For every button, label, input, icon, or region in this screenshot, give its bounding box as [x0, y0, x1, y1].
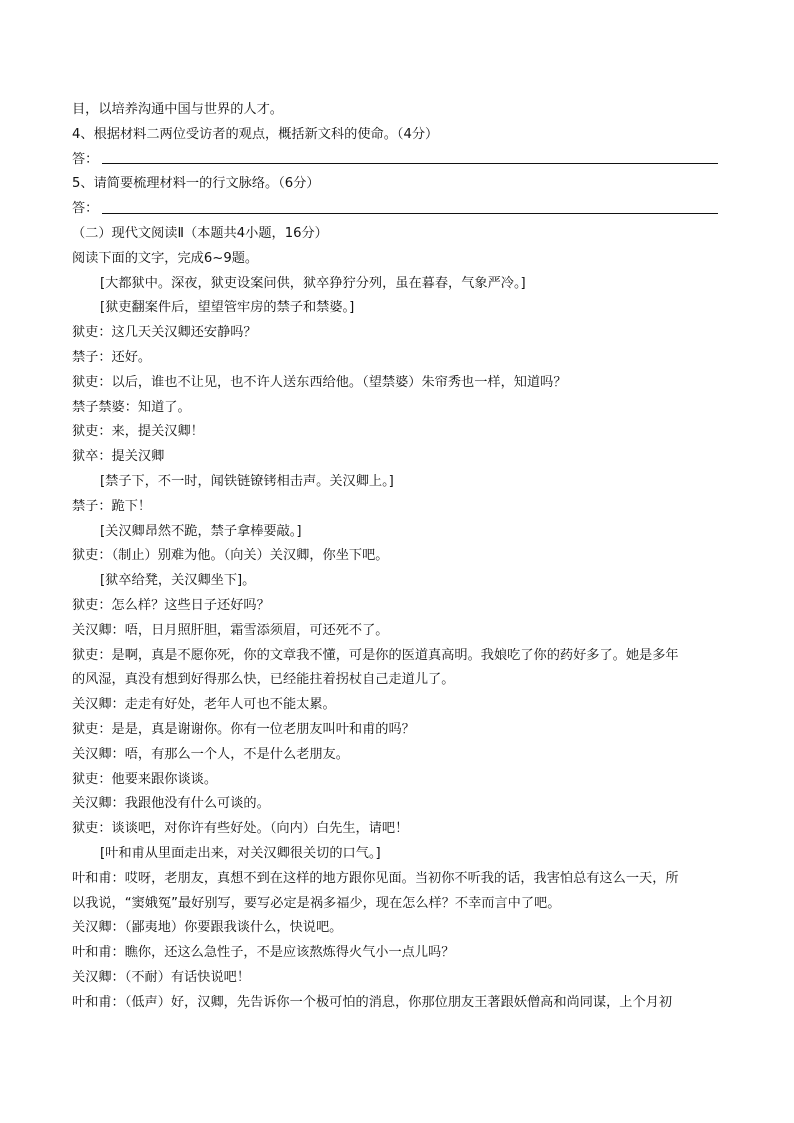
dialogue-line: 的风湿，真没有想到好得那么快，已经能拄着拐杖自己走道儿了。 — [72, 672, 455, 688]
answer-rule — [102, 162, 718, 164]
dialogue-line: 狱吏：来，提关汉卿！ — [72, 424, 204, 440]
answer-line-5[interactable] — [72, 197, 718, 222]
stage-direction: [大都狱中。深夜，狱吏设案问供，狱卒狰狞分列，虽在暮春，气象严冷。] — [100, 275, 526, 291]
dialogue-line: 关汉卿：唔，有那么一个人，不是什么老朋友。 — [72, 746, 349, 762]
dialogue-line: 狱卒：提关汉卿 — [72, 449, 165, 465]
dialogue-line: 狱吏：他要来跟你谈谈。 — [72, 771, 218, 787]
text-line: 目，以培养沟通中国与世界的人才。 — [72, 102, 283, 117]
dialogue-line: 叶和甫：瞧你，还这么急性子，不是应该熬炼得火气小一点儿吗？ — [72, 945, 455, 961]
stage-direction: [狱卒给凳，关汉卿坐下]。 — [100, 573, 256, 589]
dialogue-line: 叶和甫：（低声）好，汉卿，先告诉你一个极可怕的消息，你那位朋友王著跟妖僧高和尚同谋，上个月初 — [72, 994, 673, 1010]
dialogue-line: 关汉卿：我跟他没有什么可谈的。 — [72, 796, 270, 812]
dialogue-line: 狱吏：以后，谁也不让见，也不许人送东西给他。（望禁婆）朱帘秀也一样，知道吗？ — [72, 374, 567, 390]
dialogue-line: 关汉卿：唔，日月照肝胆，霜雪添须眉，可还死不了。 — [72, 622, 389, 638]
dialogue-line: 以我说，“窦娥冤”最好别写，要写必定是祸多福少，现在怎么样？不幸而言中了吧。 — [72, 895, 561, 911]
document-page — [72, 98, 718, 1015]
dialogue-line: 禁子禁婆：知道了。 — [72, 399, 191, 415]
dialogue-line: 狱吏：是是，真是谢谢你。你有一位老朋友叫叶和甫的吗？ — [72, 721, 415, 737]
answer-line-4[interactable] — [72, 148, 718, 173]
dialogue-line: 禁子：跪下！ — [72, 498, 152, 514]
stage-direction: [禁子下，不一时，闻铁链镣铐相击声。关汉卿上。] — [100, 473, 394, 489]
dialogue-line: 关汉卿：走走有好处，老年人可也不能太累。 — [72, 697, 336, 713]
dialogue-line: 狱吏：谈谈吧，对你许有些好处。（向内）白先生，请吧！ — [72, 821, 409, 837]
question-5: 5、请简要梳理材料一的行文脉络。（6分） — [72, 176, 320, 192]
dialogue-line: 关汉卿：（不耐）有话快说吧！ — [72, 969, 251, 985]
section-heading: （二）现代文阅读Ⅱ（本题共4小题，16分） — [72, 225, 328, 241]
dialogue-line: 狱吏：（制止）别难为他。（向关）关汉卿，你坐下吧。 — [72, 548, 389, 564]
answer-rule — [102, 212, 718, 214]
dialogue-line: 关汉卿：（鄙夷地）你要跟我谈什么，快说吧。 — [72, 920, 343, 936]
question-4: 4、根据材料二两位受访者的观点，概括新文科的使命。（4分） — [72, 126, 439, 142]
dialogue-line: 狱吏：怎么样？这些日子还好吗？ — [72, 597, 270, 613]
dialogue-line: 狱吏：这几天关汉卿还安静吗？ — [72, 325, 257, 341]
stage-direction: [狱吏翻案件后，望望管牢房的禁子和禁婆。] — [100, 300, 355, 316]
dialogue-line: 禁子：还好。 — [72, 349, 152, 365]
stage-direction: [关汉卿昂然不跪，禁子拿棒要敲。] — [100, 523, 302, 539]
dialogue-line: 狱吏：是啊，真是不愿你死，你的文章我不懂，可是你的医道真高明。我娘吃了你的药好多了。她是多年 — [72, 647, 679, 663]
answer-label: 答： — [72, 201, 99, 217]
reading-instruction: 阅读下面的文字，完成6~9题。 — [72, 250, 259, 266]
stage-direction: [叶和甫从里面走出来，对关汉卿很关切的口气。] — [100, 845, 381, 861]
dialogue-line: 叶和甫：哎呀，老朋友，真想不到在这样的地方跟你见面。当初你不听我的话，我害怕总有这么一天，所 — [72, 870, 679, 886]
answer-label: 答： — [72, 151, 99, 167]
